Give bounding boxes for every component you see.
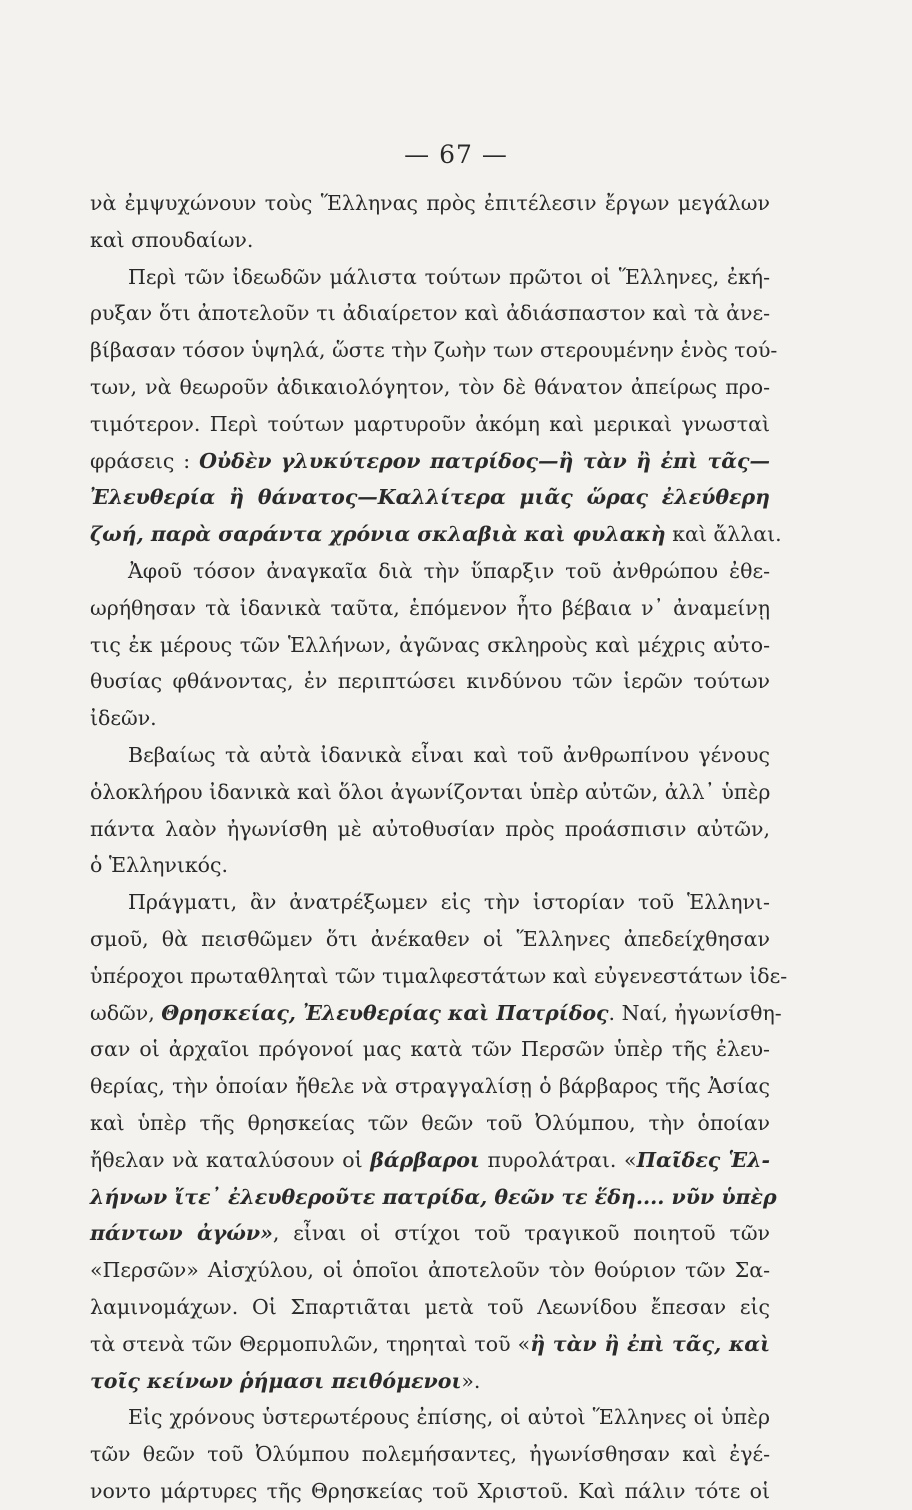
text-line <box>90 1031 770 1068</box>
text-segment: καὶ ὑπὲρ τῆς θρησκείας τῶν θεῶν τοῦ Ὀλύμπου, τὴν ὁποίαν <box>90 1110 770 1135</box>
text-segment: τὰ στενὰ τῶν Θερμοπυλῶν, τηρηταὶ τοῦ « <box>90 1331 531 1356</box>
text-segment: πυρολάτραι. « <box>479 1147 637 1172</box>
text-line <box>90 1179 777 1216</box>
text-line <box>90 1399 770 1436</box>
emphasized-text: Οὐδὲν γλυκύτερον πατρίδος—ἢ τὰν ἢ ἐπὶ τᾶς— <box>199 448 771 473</box>
text-line <box>90 1105 770 1142</box>
text-line <box>90 1252 770 1289</box>
text-segment: Εἰς χρόνους ὑστερωτέρους ἐπίσης, οἱ αὐτοὶ Ἕλληνες οἱ ὑπὲρ <box>128 1405 770 1430</box>
text-line <box>90 995 782 1032</box>
text-segment: καὶ ἄλλαι. <box>665 522 782 547</box>
text-line <box>90 774 770 811</box>
text-line <box>90 847 770 884</box>
text-segment: Πράγματι, ἂν ἀνατρέξωμεν εἰς τὴν ἱστορίαν τοῦ Ἑλληνι- <box>128 890 770 915</box>
emphasized-text: λήνων ἴτε᾽ ἐλευθεροῦτε πατρίδα, θεῶν τε ἕδη.... νῦν ὑπὲρ <box>90 1184 777 1209</box>
text-line <box>90 259 770 296</box>
text-segment: Ἀφοῦ τόσον ἀναγκαῖα διὰ τὴν ὕπαρξιν τοῦ ἀνθρώπου ἐθε- <box>128 558 770 583</box>
emphasized-text: τοῖς κείνων ῥήμασι πειθόμενοι <box>90 1368 462 1393</box>
text-line <box>90 958 788 995</box>
text-segment: ἤθελαν νὰ καταλύσουν οἱ <box>90 1147 371 1172</box>
page-number: — 67 — <box>404 140 508 169</box>
emphasized-text: ἢ τὰν ἢ ἐπὶ τᾶς, καὶ <box>530 1331 771 1356</box>
text-segment: καὶ σπουδαίων. <box>90 227 254 252</box>
text-line <box>90 1326 770 1363</box>
text-segment: των, νὰ θεωροῦν ἀδικαιολόγητον, τὸν δὲ θάνατον ἀπείρως προ- <box>90 374 770 399</box>
text-line <box>90 811 770 848</box>
text-segment: φράσεις : <box>90 448 200 473</box>
text-segment: σμοῦ, θὰ πεισθῶμεν ὅτι ἀνέκαθεν οἱ Ἕλληνες ἀπεδείχθησαν <box>90 926 770 951</box>
text-segment: ἰδεῶν. <box>90 706 157 731</box>
text-line <box>90 1436 770 1473</box>
text-segment: ωδῶν, <box>90 1000 162 1025</box>
text-segment: βίβασαν τόσον ὑψηλά, ὥστε τὴν ζωὴν των στερουμένην ἑνὸς τού- <box>90 338 778 363</box>
text-segment: νοντο μάρτυρες τῆς Θρησκείας τοῦ Χριστοῦ. Καὶ πάλιν τότε οἱ <box>90 1478 770 1503</box>
text-segment: πάντα λαὸν ἠγωνίσθη μὲ αὐτοθυσίαν πρὸς προάσπισιν αὐτῶν, <box>90 816 770 841</box>
text-line <box>90 700 770 737</box>
text-line <box>90 921 770 958</box>
text-line <box>90 1363 770 1400</box>
text-segment: τις ἐκ μέρους τῶν Ἑλλήνων, ἀγῶνας σκληροὺς καὶ μέχρις αὐτο- <box>90 632 770 657</box>
body-text <box>90 185 788 1510</box>
text-line <box>90 222 770 259</box>
emphasized-text: Ἐλευθερία ἢ θάνατος—Καλλίτερα μιᾶς ὥρας ἐλεύθερη <box>90 485 770 510</box>
text-segment: θερίας, τὴν ὁποίαν ἤθελε νὰ στραγγαλίσῃ ὁ βάρβαρος τῆς Ἀσίας <box>90 1074 770 1099</box>
text-segment: θυσίας φθάνοντας, ἐν περιπτώσει κινδύνου τῶν ἱερῶν τούτων <box>90 669 770 694</box>
text-segment: σαν οἱ ἀρχαῖοι πρόγονοί μας κατὰ τῶν Περσῶν ὑπὲρ τῆς ἐλευ- <box>90 1037 770 1062</box>
emphasized-text: ζωή, παρὰ σαράντα χρόνια σκλαβιὰ καὶ φυλακὴ <box>90 522 666 547</box>
text-line <box>90 369 770 406</box>
text-line <box>90 663 770 700</box>
text-line <box>90 185 770 222</box>
text-line <box>90 1142 770 1179</box>
text-line <box>90 1215 770 1252</box>
text-segment: ρυξαν ὅτι ἀποτελοῦν τι ἀδιαίρετον καὶ ἀδιάσπαστον καὶ τὰ ἀνε- <box>90 301 770 326</box>
text-segment: ὁλοκλήρου ἰδανικὰ καὶ ὅλοι ἀγωνίζονται ὑπὲρ αὐτῶν, ἀλλ᾽ ὑπὲρ <box>90 779 771 804</box>
text-line <box>90 295 770 332</box>
text-segment: νὰ ἐμψυχώνουν τοὺς Ἕλληνας πρὸς ἐπιτέλεσιν ἔργων μεγάλων <box>90 191 770 215</box>
text-line <box>90 553 770 590</box>
text-line <box>90 1289 770 1326</box>
text-segment: . Ναί, ἠγωνίσθη- <box>608 1000 782 1025</box>
text-segment: ὁ Ἑλληνικός. <box>90 853 229 878</box>
text-line <box>90 590 770 627</box>
text-segment: «Περσῶν» Αἰσχύλου, οἱ ὁποῖοι ἀποτελοῦν τὸν θούριον τῶν Σα- <box>90 1258 770 1283</box>
text-segment: τιμότερον. Περὶ τούτων μαρτυροῦν ἀκόμη καὶ μερικαὶ γνωσταὶ <box>90 411 770 436</box>
text-segment: Περὶ τῶν ἰδεωδῶν μάλιστα τούτων πρῶτοι οἱ Ἕλληνες, ἐκή- <box>128 264 770 289</box>
emphasized-text: Θρησκείας, Ἐλευθερίας καὶ Πατρίδος <box>161 1000 609 1025</box>
text-line <box>90 1068 770 1105</box>
text-line <box>90 627 770 664</box>
text-segment: Βεβαίως τὰ αὐτὰ ἰδανικὰ εἶναι καὶ τοῦ ἀνθρωπίνου γένους <box>128 742 770 767</box>
emphasized-text: Παῖδες Ἑλ- <box>636 1147 770 1172</box>
text-segment: ωρήθησαν τὰ ἰδανικὰ ταῦτα, ἑπόμενον ἦτο βέβαια ν᾽ ἀναμείνῃ <box>90 595 770 620</box>
text-line <box>90 1473 770 1510</box>
emphasized-text: βάρβαροι <box>370 1147 480 1172</box>
text-segment: τῶν θεῶν τοῦ Ὀλύμπου πολεμήσαντες, ἠγωνίσθησαν καὶ ἐγέ- <box>90 1442 770 1467</box>
text-segment: ὑπέροχοι πρωταθληταὶ τῶν τιμαλφεστάτων καὶ εὐγενεστάτων ἰδε- <box>90 963 788 988</box>
text-line <box>90 737 770 774</box>
text-segment: λαμινομάχων. Οἱ Σπαρτιᾶται μετὰ τοῦ Λεωνίδου ἔπεσαν εἰς <box>90 1294 770 1319</box>
emphasized-text: πάντων ἀγών» <box>90 1221 273 1246</box>
text-line <box>90 884 770 921</box>
text-segment: ». <box>461 1368 481 1393</box>
text-line <box>90 479 770 516</box>
text-line <box>90 406 770 443</box>
text-segment: , εἶναι οἱ στίχοι τοῦ τραγικοῦ ποιητοῦ τῶν <box>272 1221 771 1246</box>
text-line <box>90 516 782 553</box>
text-line <box>90 443 770 480</box>
text-line <box>90 332 778 369</box>
